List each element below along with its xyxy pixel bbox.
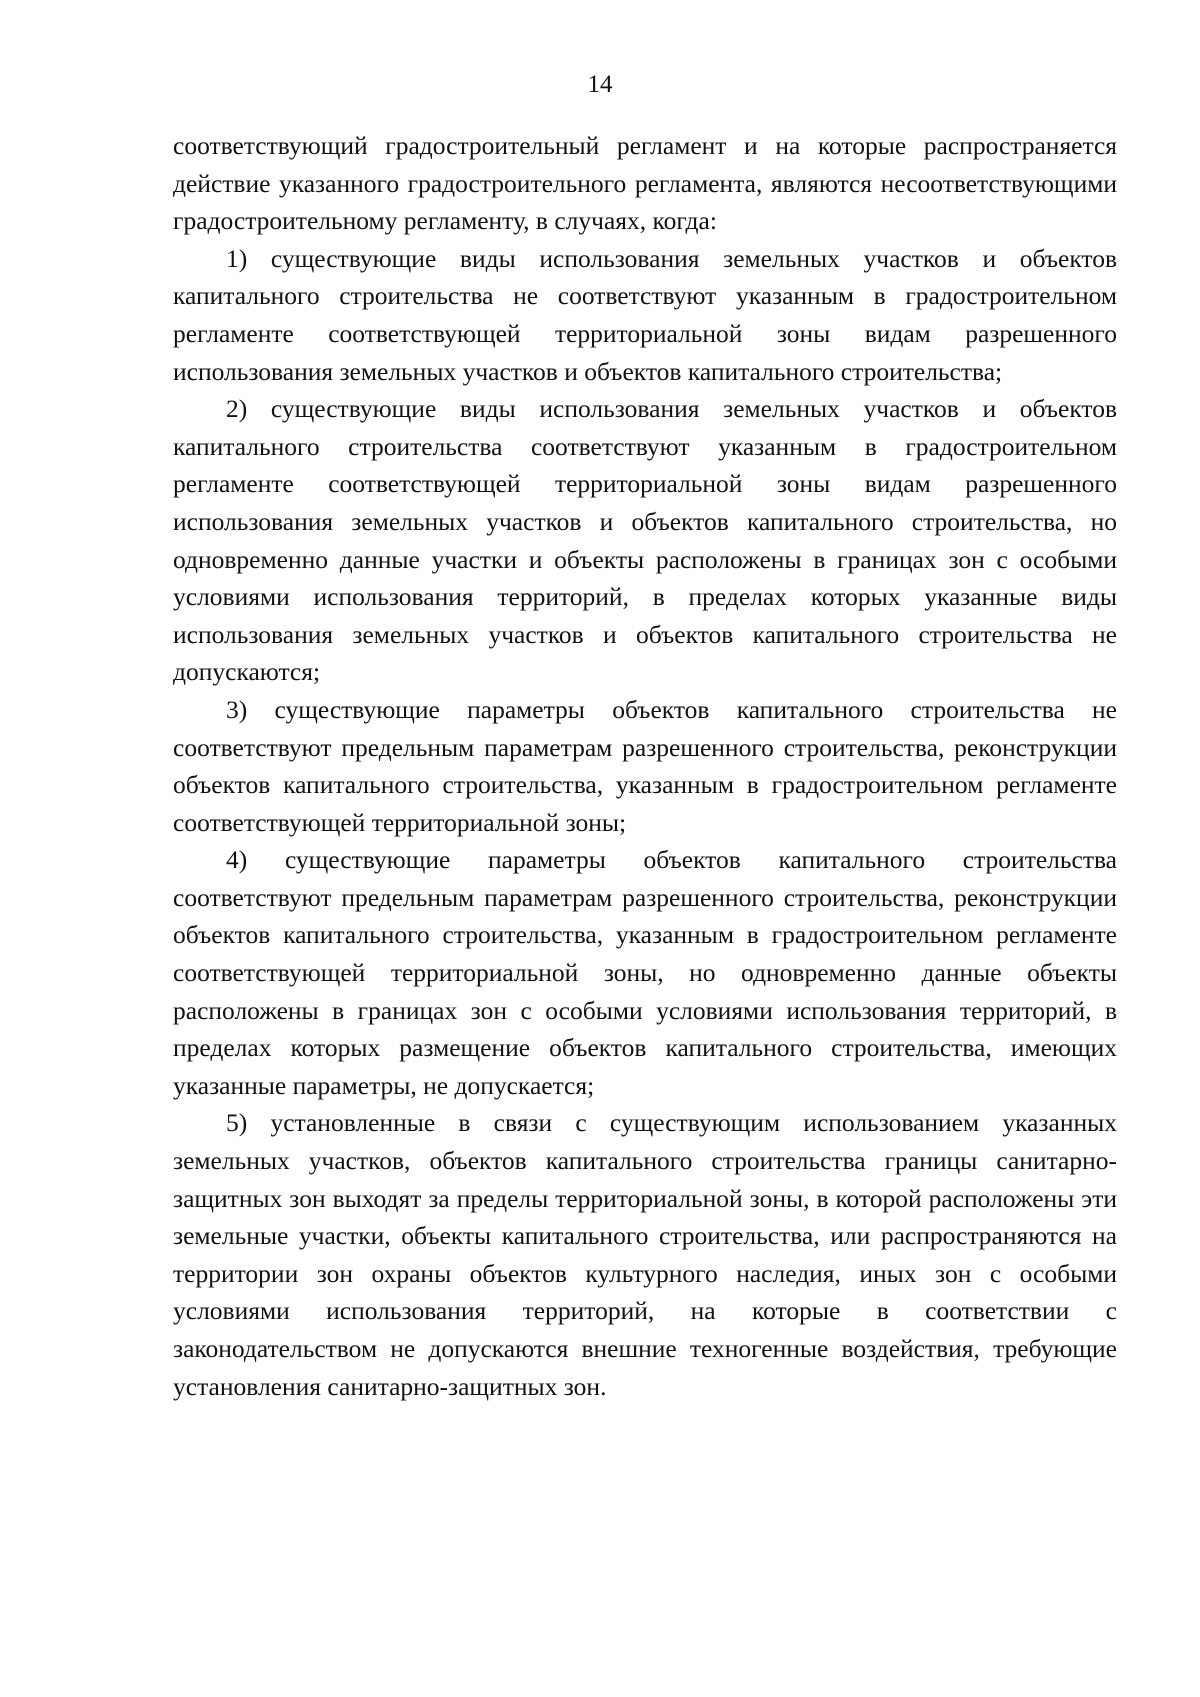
page-number: 14	[587, 71, 613, 98]
paragraph-item-1: 1) существующие виды использования земельных участков и объектов капитального строительства не соответствуют указанным в градостроительном регламенте соответствующей территориальной зоны видам разрешенного использования земельных участков и объектов капитального строительства;	[173, 243, 1117, 386]
paragraph-item-2: 2) существующие виды использования земельных участков и объектов капитального строительства соответствуют указанным в градостроительном регламенте соответствующей территориальной зоны видам разрешенного использования земельных участков и объектов капитального строительства, но одновременно данные участки и объекты расположены в границах зон с особыми условиями использования территорий, в пределах которых указанные виды использования земельных участков и объектов капитального строительства не допускаются;	[173, 394, 1117, 687]
paragraph-item-3: 3) существующие параметры объектов капитального строительства не соответствуют предельным параметрам разрешенного строительства, реконструкции объектов капитального строительства, указанным в градостроительном регламенте соответствующей территориальной зоны;	[173, 694, 1117, 837]
paragraph-item-5: 5) установленные в связи с существующим использованием указанных земельных участков, объектов капитального строительства границы санитарно-защитных зон выходят за пределы территориальной зоны, в которой расположены эти земельные участки, объекты капитального строительства, или распространяются на территории зон охраны объектов культурного наследия, иных зон с особыми условиями использования территорий, на которые в соответствии с законодательством не допускаются внешние техногенные воздействия, требующие установления санитарно-защитных зон.	[173, 1108, 1117, 1401]
document-body	[173, 127, 1117, 1405]
paragraph-intro: соответствующий градостроительный регламент и на которые распространяется действие указанного градостроительного регламента, являются несоответствующими градостроительному регламенту, в случаях, когда:	[173, 131, 1117, 236]
paragraph-item-4: 4) существующие параметры объектов капитального строительства соответствуют предельным параметрам разрешенного строительства, реконструкции объектов капитального строительства, указанным в градостроительном регламенте соответствующей территориальной зоны, но одновременно данные объекты расположены в границах зон с особыми условиями использования территорий, в пределах которых размещение объектов капитального строительства, имеющих указанные параметры, не допускается;	[173, 845, 1117, 1100]
